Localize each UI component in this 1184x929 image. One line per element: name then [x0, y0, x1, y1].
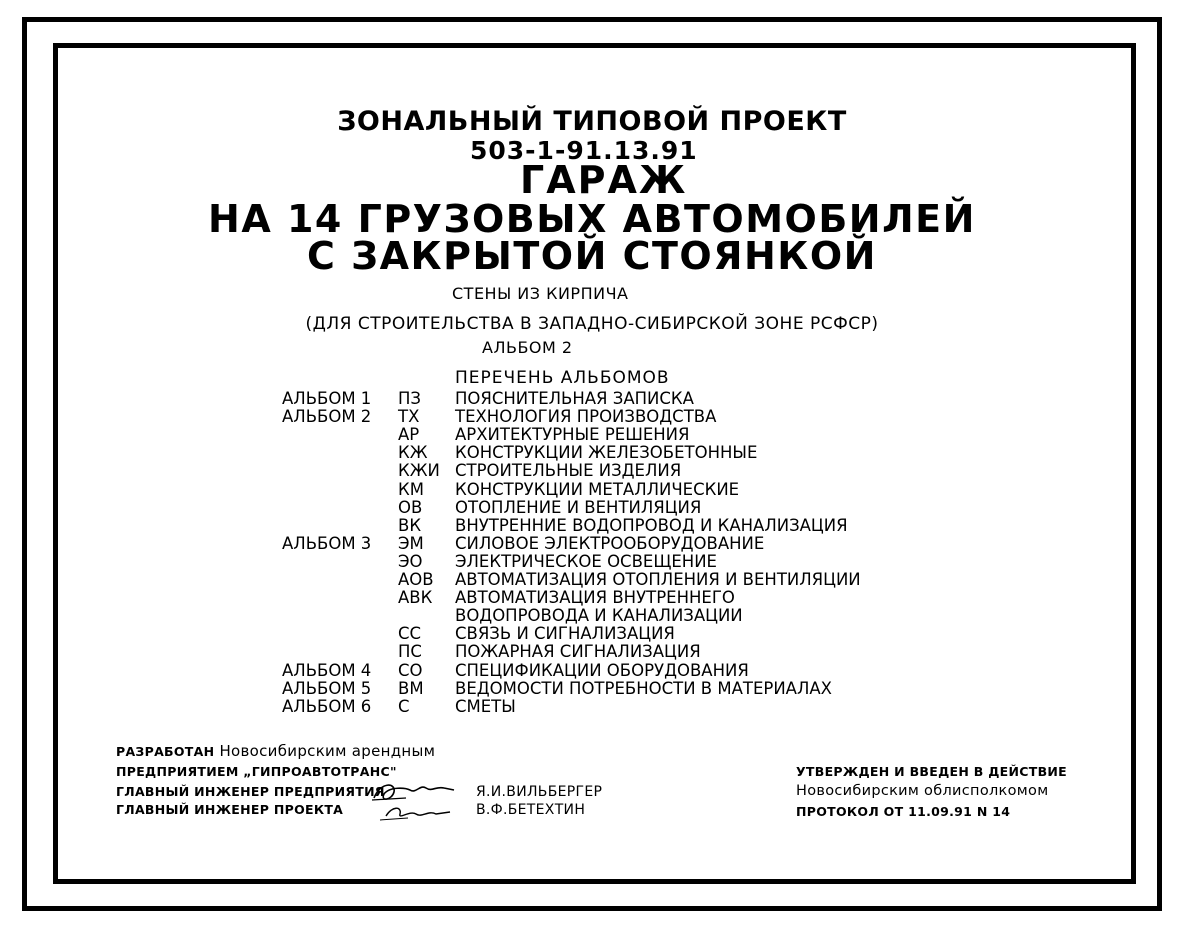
album-title: АВТОМАТИЗАЦИЯ ОТОПЛЕНИЯ И ВЕНТИЛЯЦИИ	[455, 570, 861, 589]
album-title: ВНУТРЕННИЕ ВОДОПРОВОД И КАНАЛИЗАЦИЯ	[455, 515, 848, 535]
album-title: КОНСТРУКЦИИ ЖЕЛЕЗОБЕТОННЫЕ	[455, 443, 758, 463]
approved-line-1: УТВЕРЖДЕН И ВВЕДЕН В ДЕЙСТВИЕ	[796, 764, 1068, 779]
album-code: ЭМ	[398, 533, 424, 553]
walls-note: СТЕНЫ ИЗ КИРПИЧА	[452, 284, 629, 303]
album-code: ОВ	[398, 497, 423, 517]
album-code: СО	[398, 660, 423, 680]
album-title: СТРОИТЕЛЬНЫЕ ИЗДЕЛИЯ	[455, 461, 682, 481]
album-code: АОВ	[398, 570, 434, 589]
title-line-2: НА 14 ГРУЗОВЫХ АВТОМОБИЛЕЙ	[208, 197, 976, 241]
album-title: КОНСТРУКЦИИ МЕТАЛЛИЧЕСКИЕ	[455, 479, 740, 499]
album-label: АЛЬБОМ 2	[282, 407, 372, 427]
album-code: С	[398, 696, 410, 716]
chief-enterprise-label: ГЛАВНЫЙ ИНЖЕНЕР ПРЕДПРИЯТИЯ	[116, 784, 385, 799]
album-label: АЛЬБОМ 3	[282, 533, 372, 553]
album-title: ПОЖАРНАЯ СИГНАЛИЗАЦИЯ	[455, 642, 701, 662]
album-code: ПС	[398, 642, 422, 662]
album-title: СМЕТЫ	[455, 696, 516, 716]
album-code: КЖИ	[398, 461, 440, 481]
approved-line-2: Новосибирским облисполкомом	[796, 783, 1049, 799]
album-label: АЛЬБОМ 5	[282, 678, 372, 698]
chief-project-label: ГЛАВНЫЙ ИНЖЕНЕР ПРОЕКТА	[116, 802, 344, 817]
album-title: СИЛОВОЕ ЭЛЕКТРООБОРУДОВАНИЕ	[455, 533, 765, 553]
album-code: КЖ	[398, 443, 428, 463]
album-label: АЛЬБОМ 6	[282, 696, 372, 716]
album-number: АЛЬБОМ 2	[482, 338, 573, 357]
project-type: ЗОНАЛЬНЫЙ ТИПОВОЙ ПРОЕКТ	[337, 106, 847, 137]
developer-prefix: РАЗРАБОТАН	[116, 744, 215, 759]
album-code: АР	[398, 425, 420, 445]
album-title: ЭЛЕКТРИЧЕСКОЕ ОСВЕЩЕНИЕ	[455, 551, 717, 571]
album-list-title: ПЕРЕЧЕНЬ АЛЬБОМОВ	[455, 368, 670, 388]
album-title: ОТОПЛЕНИЕ И ВЕНТИЛЯЦИЯ	[455, 497, 702, 517]
album-label: АЛЬБОМ 4	[282, 660, 372, 680]
album-title: ВОДОПРОВОДА И КАНАЛИЗАЦИИ	[455, 606, 743, 626]
project-code: 503-1-91.13.91	[470, 136, 698, 165]
album-code: ПЗ	[398, 389, 421, 408]
album-code: ВК	[398, 515, 422, 535]
chief-enterprise-name: Я.И.ВИЛЬБЕРГЕР	[476, 784, 603, 800]
album-code: КМ	[398, 479, 424, 499]
approved-line-3: ПРОТОКОЛ ОТ 11.09.91 N 14	[796, 804, 1011, 819]
zone-note: (ДЛЯ СТРОИТЕЛЬСТВА В ЗАПАДНО-СИБИРСКОЙ ЗОНЕ РСФСР)	[305, 314, 879, 334]
album-code: ТХ	[398, 407, 420, 427]
album-title: ВЕДОМОСТИ ПОТРЕБНОСТИ В МАТЕРИАЛАХ	[455, 678, 832, 698]
album-title: АРХИТЕКТУРНЫЕ РЕШЕНИЯ	[455, 425, 690, 445]
title-garage: ГАРАЖ	[520, 158, 688, 202]
chief-project-name: В.Ф.БЕТЕХТИН	[476, 802, 586, 818]
album-title: СПЕЦИФИКАЦИИ ОБОРУДОВАНИЯ	[455, 660, 749, 680]
album-title: ТЕХНОЛОГИЯ ПРОИЗВОДСТВА	[455, 407, 717, 427]
album-code: АВК	[398, 588, 433, 608]
developer-name: Новосибирским арендным	[219, 742, 436, 760]
signatures	[366, 776, 462, 826]
album-code: ЭО	[398, 551, 423, 571]
developer-line-1	[116, 742, 435, 760]
album-title: АВТОМАТИЗАЦИЯ ВНУТРЕННЕГО	[455, 588, 735, 608]
developer-line-2: ПРЕДПРИЯТИЕМ „ГИПРОАВТОТРАНС"	[116, 764, 397, 779]
title-line-3: С ЗАКРЫТОЙ СТОЯНКОЙ	[307, 234, 877, 278]
album-code: ВМ	[398, 678, 424, 698]
album-title: ПОЯСНИТЕЛЬНАЯ ЗАПИСКА	[455, 389, 694, 408]
album-title: СВЯЗЬ И СИГНАЛИЗАЦИЯ	[455, 624, 675, 644]
album-code: СС	[398, 624, 422, 644]
album-label: АЛЬБОМ 1	[282, 389, 372, 408]
